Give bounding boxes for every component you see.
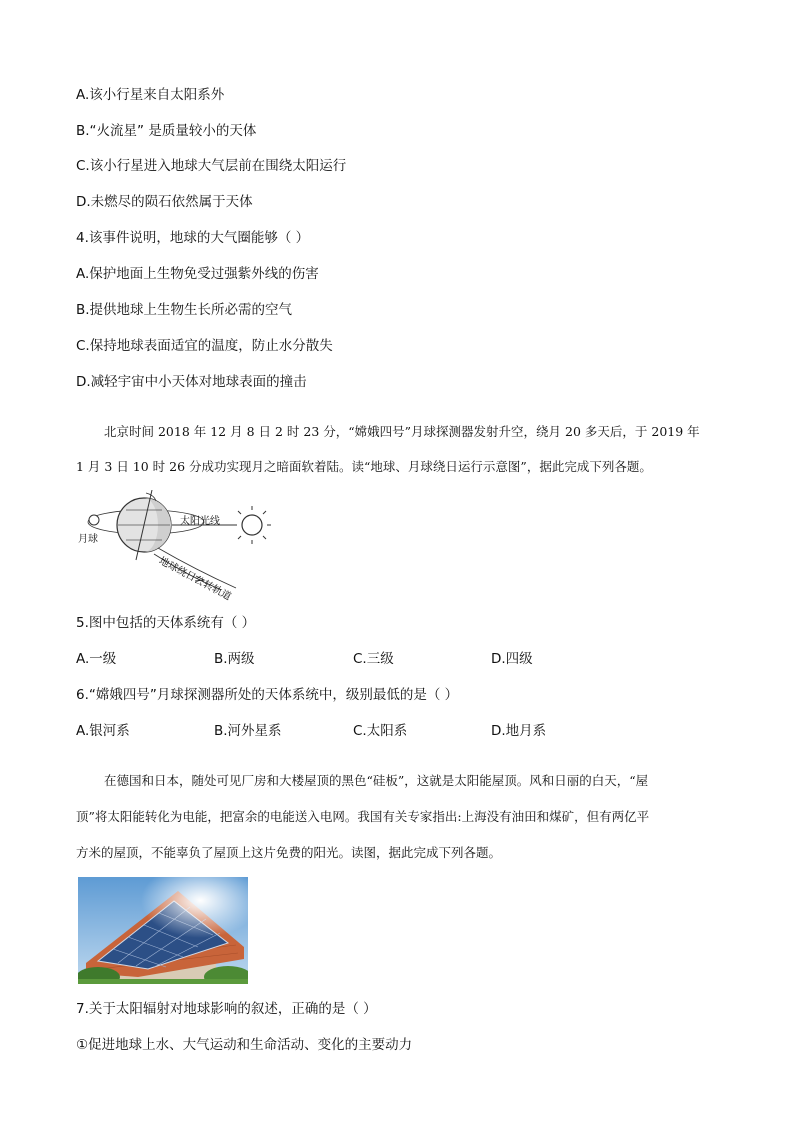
q5-options — [76, 650, 716, 668]
solar-roof-photo — [78, 877, 248, 984]
moon-body — [89, 515, 99, 525]
sun-icon — [233, 506, 271, 544]
orbit-label: 地球绕日公转轨道 — [156, 555, 233, 603]
q6-option-d: D.地月系 — [491, 723, 547, 739]
q5-option-c: C.三级 — [353, 651, 394, 667]
q5-stem: 5.图中包括的天体系统有（ ） — [76, 615, 256, 631]
q5-option-a: A.一级 — [76, 651, 117, 667]
q4-option-b: B.提供地球上生物生长所必需的空气 — [76, 302, 293, 318]
q4-option-d: D.减轻宇宙中小天体对地球表面的撞击 — [76, 374, 307, 390]
earth-moon-sun-diagram — [76, 490, 276, 603]
moon-label: 月球 — [78, 534, 98, 545]
sunlight-label: 太阳光线 — [180, 516, 220, 527]
q3-option-b: B.“火流星” 是质量较小的天体 — [76, 123, 257, 139]
q6-stem: 6.“嫦娥四号”月球探测器所处的天体系统中，级别最低的是（ ） — [76, 687, 459, 703]
passage2-line1: 在德国和日本，随处可见厂房和大楼屋顶的黑色“硅板”，这就是太阳能屋顶。风和日丽的白天，“屋 — [104, 773, 649, 788]
q3-option-a: A.该小行星来自太阳系外 — [76, 87, 225, 103]
q7-stem: 7.关于太阳辐射对地球影响的叙述，正确的是（ ） — [76, 1001, 377, 1017]
q5-option-b: B.两级 — [214, 651, 255, 667]
q6-options — [76, 722, 716, 740]
q3-option-d: D.未燃尽的陨石依然属于天体 — [76, 194, 253, 210]
passage1-line2: 1 月 3 日 10 时 26 分成功实现月之暗面软着陆。读“地球、月球绕日运行示意图”，据此完成下列各题。 — [76, 459, 652, 474]
q6-option-a: A.银河系 — [76, 723, 130, 739]
q7-item-1: ①促进地球上水、大气运动和生命活动、变化的主要动力 — [76, 1037, 413, 1053]
q5-option-d: D.四级 — [491, 651, 533, 667]
passage2-line2: 顶”将太阳能转化为电能，把富余的电能送入电网。我国有关专家指出:上海没有油田和煤矿，但有两亿平 — [76, 809, 650, 824]
q4-stem: 4.该事件说明，地球的大气圈能够（ ） — [76, 230, 310, 246]
passage1-line1: 北京时间 2018 年 12 月 8 日 2 时 23 分，“嫦娥四号”月球探测器发射升空，绕月 20 多天后，于 2019 年 — [104, 424, 700, 439]
q6-option-b: B.河外星系 — [214, 723, 282, 739]
q4-option-c: C.保持地球表面适宜的温度，防止水分散失 — [76, 338, 333, 354]
q3-option-c: C.该小行星进入地球大气层前在围绕太阳运行 — [76, 158, 347, 174]
passage2-line3: 方米的屋顶，不能辜负了屋顶上这片免费的阳光。读图，据此完成下列各题。 — [76, 845, 502, 860]
q6-option-c: C.太阳系 — [353, 723, 408, 739]
q4-option-a: A.保护地面上生物免受过强紫外线的伤害 — [76, 266, 319, 282]
